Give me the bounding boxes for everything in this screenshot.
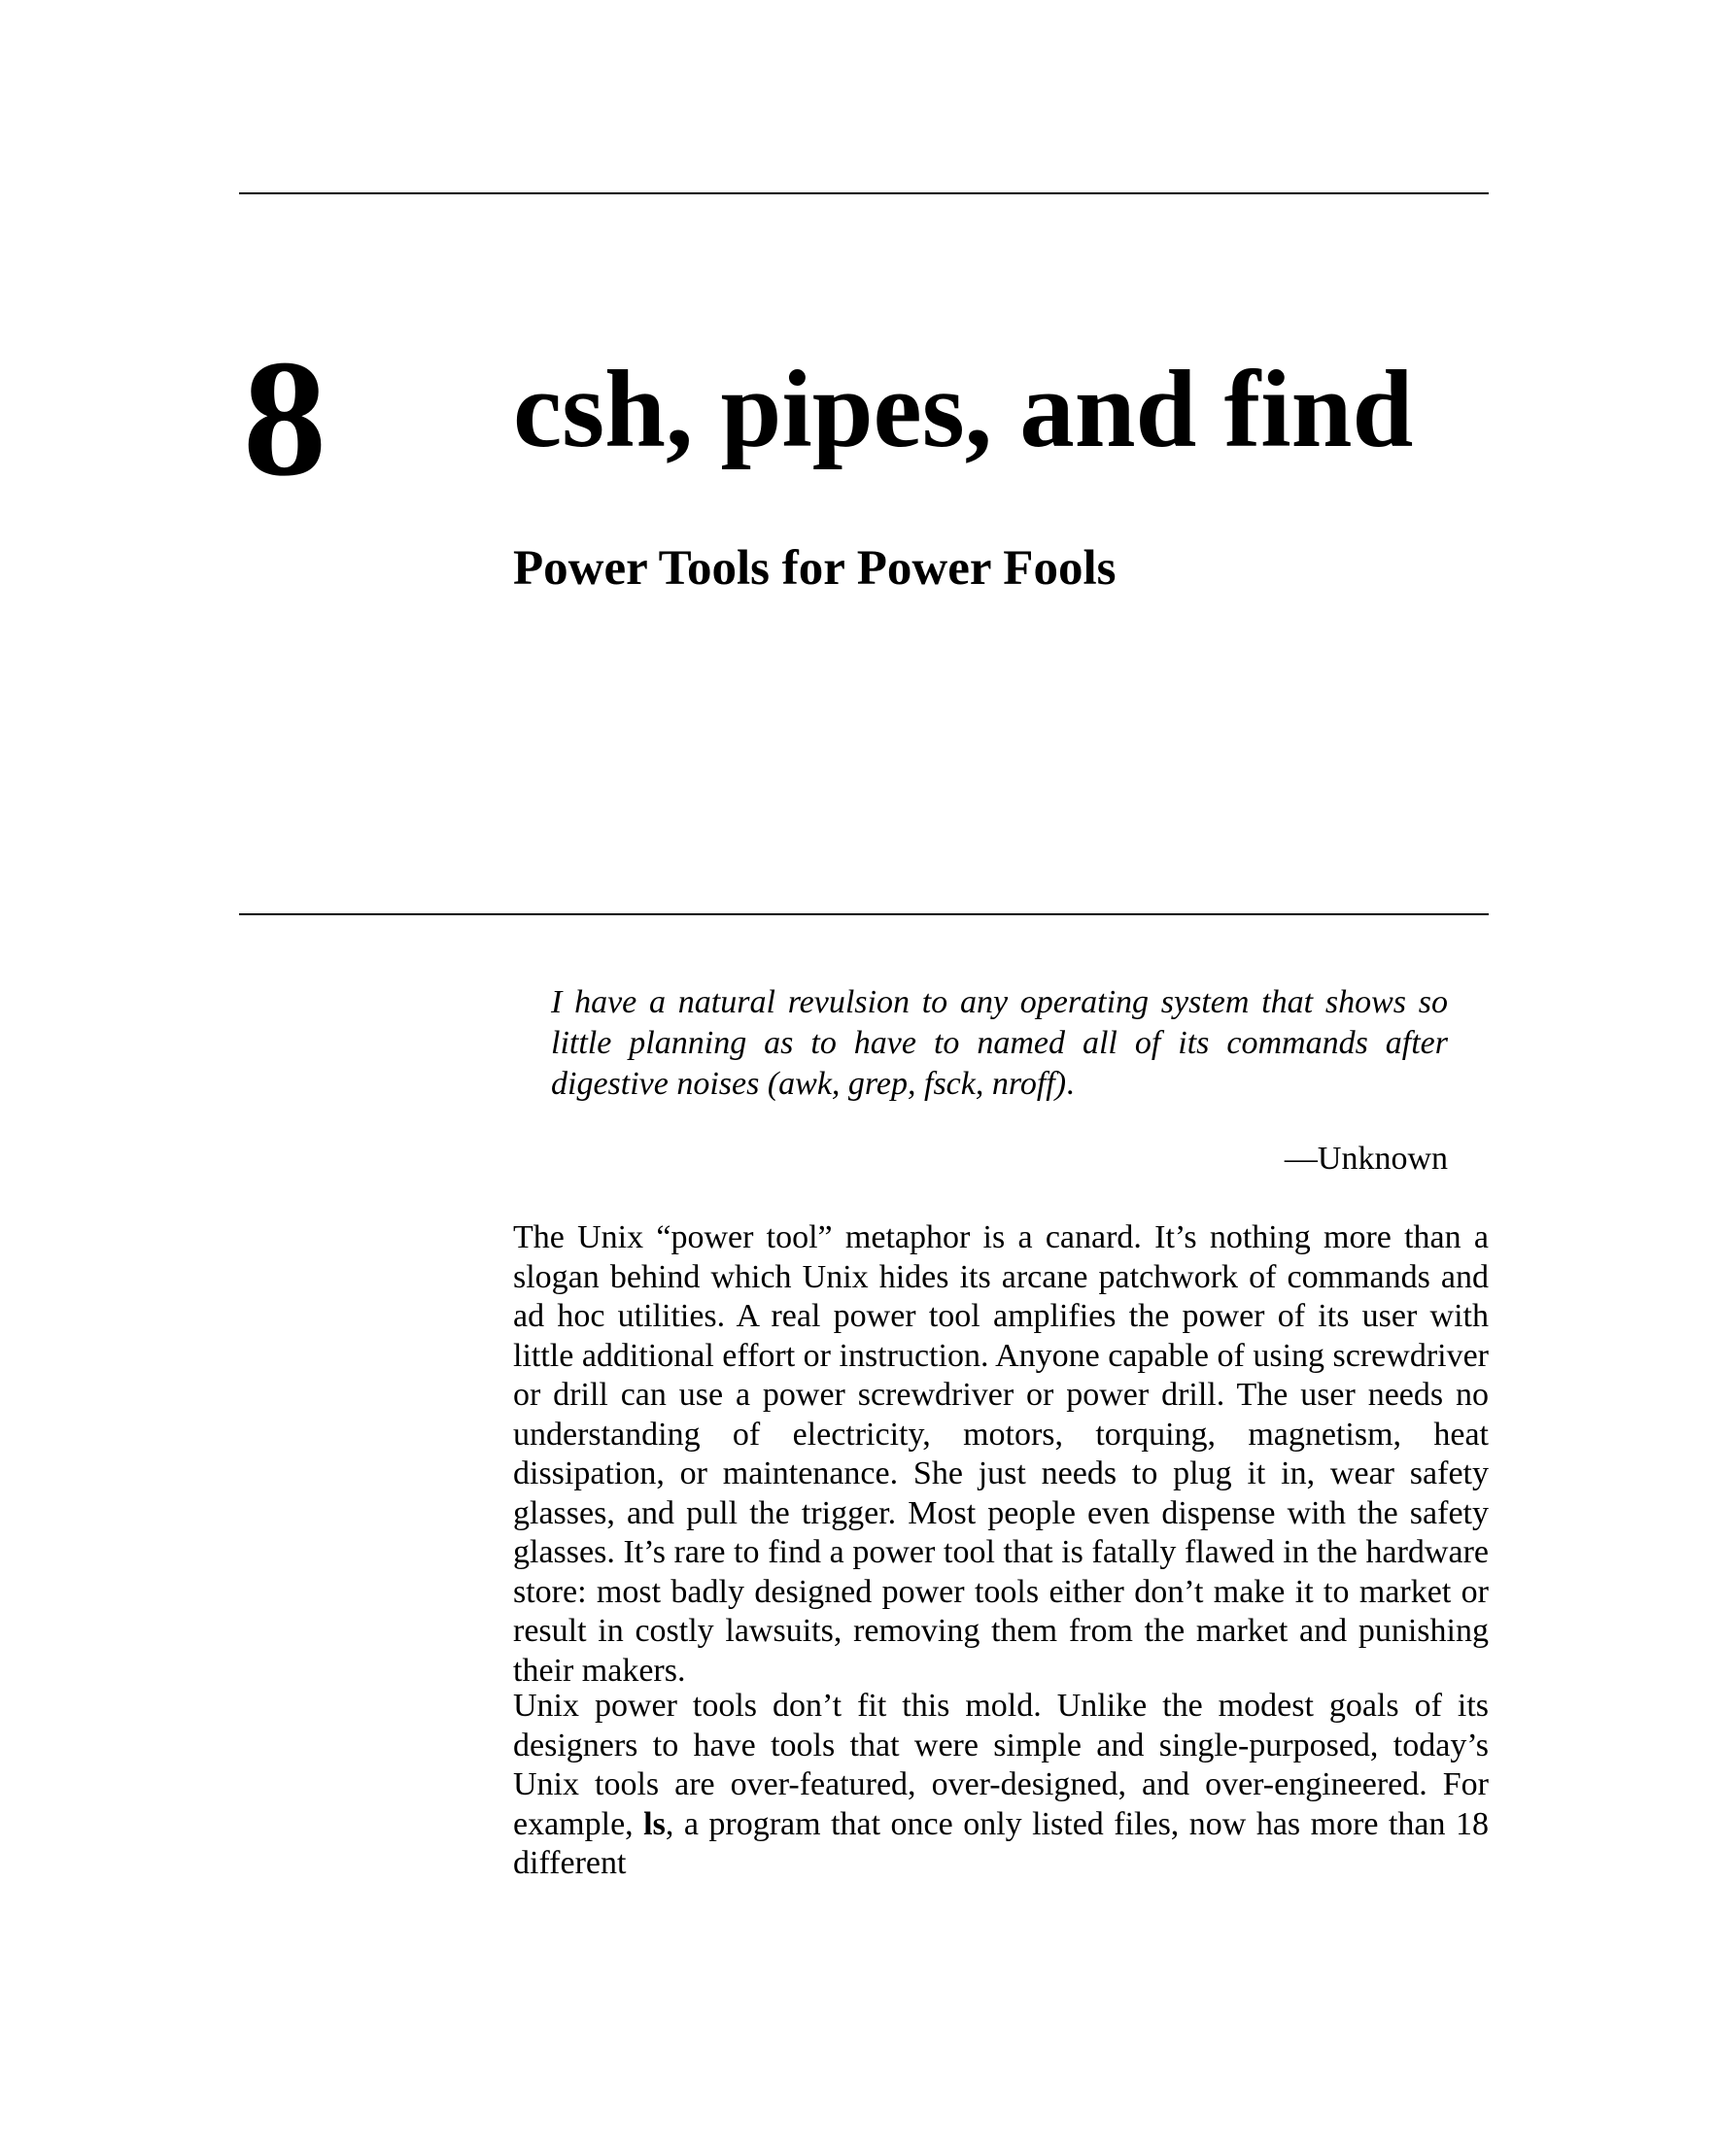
epigraph-text: I have a natural revulsion to any operating system that shows so little planning as to have to named all of its commands after digestive noises (awk, grep, fsck, nroff) — [551, 984, 1448, 1102]
epigraph-attribution: —Unknown — [1284, 1141, 1448, 1177]
top-rule — [239, 192, 1489, 194]
ls-command: ls — [643, 1805, 666, 1842]
body-paragraph-2 — [513, 1687, 1489, 1884]
paragraph-2-end: , a program that once only listed files, now has more than 18 different — [513, 1805, 1489, 1881]
chapter-title: csh, pipes, and find — [513, 349, 1414, 470]
bottom-rule — [239, 913, 1489, 915]
paragraph-2-start: Unix power tools don’t fit this mold. Unlike the modest goals of its designers to have tools that were simple and single-purposed, today’s Unix tools are over-featured, over-designed, and over-engineered. For example, — [513, 1688, 1489, 1842]
chapter-number: 8 — [243, 326, 327, 511]
epigraph-tail: . — [1066, 1066, 1075, 1102]
chapter-subtitle: Power Tools for Power Fools — [513, 541, 1117, 596]
body-paragraph-1: The Unix “power tool” metaphor is a canard. It’s nothing more than a slogan behind which Unix hides its arcane patchwork of commands and ad hoc utilities. A real power tool amplifies the power of its user with little additional effort or instruction. Anyone capable of using screwdriver or drill can use a power screwdriver or power drill. The user needs no understanding of electricity, motors, torquing, magnetism, heat dissipation, or maintenance. She just needs to plug it in, wear safety glasses, and pull the trigger. Most people even dispense with the safety glasses. It’s rare to find a power tool that is fatally flawed in the hardware store: most badly designed power tools either don’t make it to market or result in costly lawsuits, removing them from the market and punishing their makers. — [513, 1219, 1489, 1689]
epigraph-quote — [551, 982, 1448, 1105]
